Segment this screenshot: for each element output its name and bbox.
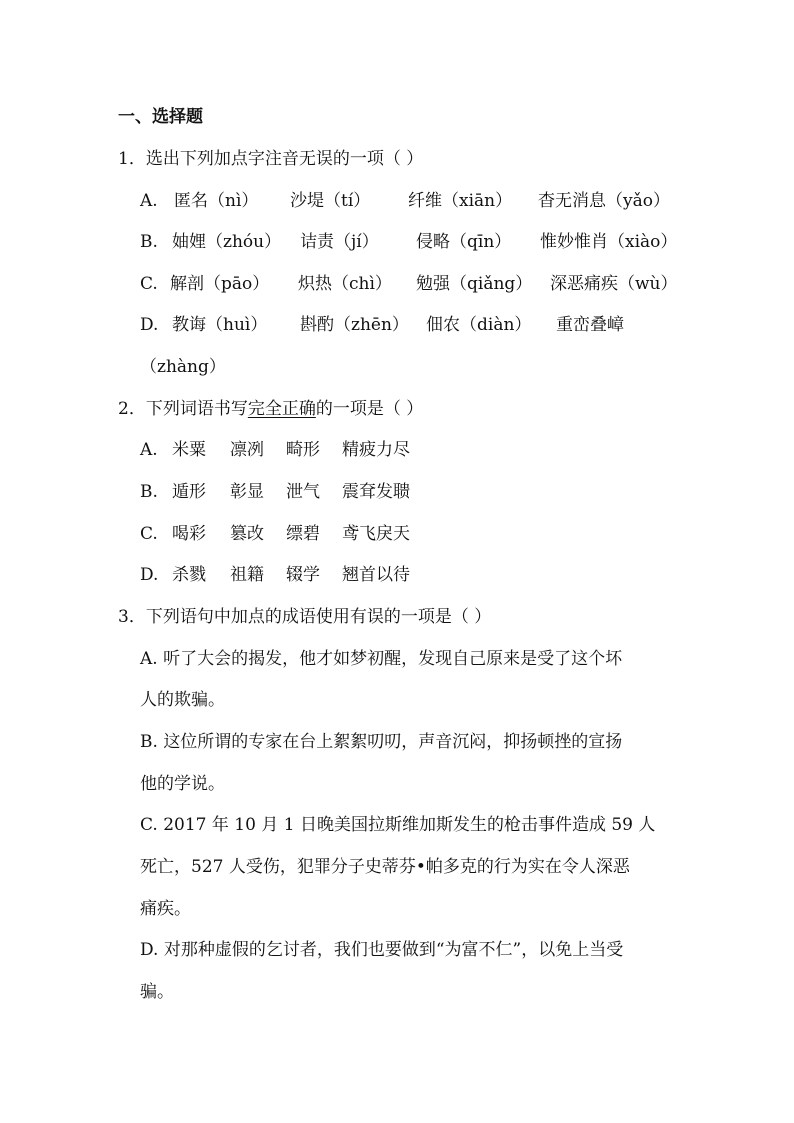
option-item: 斟酌（zhēn） bbox=[300, 315, 409, 335]
option-item: 勉强（qiǎng） bbox=[416, 274, 533, 294]
option-letter: D. bbox=[140, 565, 159, 585]
option-item: 米粟 bbox=[172, 440, 206, 460]
section-title: 一、选择题 bbox=[118, 107, 203, 127]
option-letter: C. bbox=[140, 274, 158, 294]
question-3-option-c bbox=[140, 814, 655, 836]
option-item: 诘责（jí） bbox=[300, 232, 379, 252]
question-3-option-a bbox=[140, 648, 622, 670]
question-3-option-b bbox=[140, 731, 622, 753]
option-item: 侵略（qīn） bbox=[416, 232, 512, 252]
question-2-option-d bbox=[140, 564, 440, 586]
option-letter: A. bbox=[140, 440, 158, 460]
question-1-option-c bbox=[140, 273, 680, 295]
option-letter: C. bbox=[140, 815, 158, 835]
question-1-stem: 1．选出下列加点字注音无误的一项（ ） bbox=[118, 149, 424, 169]
option-letter: B. bbox=[140, 232, 158, 252]
option-item: 杳无消息（yǎo） bbox=[538, 191, 670, 211]
option-item: 篡改 bbox=[230, 524, 264, 544]
option-item: 精疲力尽 bbox=[342, 440, 410, 460]
option-item: 喝彩 bbox=[172, 524, 206, 544]
option-line: 对那种虚假的乞讨者，我们也要做到“为富不仁”，以免上当受 bbox=[163, 940, 624, 960]
stem-text: 2．下列词语书写 bbox=[118, 399, 248, 419]
option-item: 深恶痛疾（wù） bbox=[550, 274, 678, 294]
option-letter: B. bbox=[140, 482, 158, 502]
option-line: 2017 年 10 月 1 日晚美国拉斯维加斯发生的枪击事件造成 59 人 bbox=[163, 815, 656, 835]
option-item: 遁形 bbox=[172, 482, 206, 502]
option-item: 彰显 bbox=[230, 482, 264, 502]
option-item: 缥碧 bbox=[286, 524, 320, 544]
question-2-stem bbox=[118, 398, 423, 420]
option-item: 泄气 bbox=[286, 482, 320, 502]
option-item: 辍学 bbox=[286, 565, 320, 585]
stem-underlined-text: 完全正确 bbox=[247, 399, 316, 419]
option-item: 教诲（huì） bbox=[172, 315, 268, 335]
option-item: 纤维（xiān） bbox=[408, 191, 513, 211]
option-item: 沙堤（tí） bbox=[290, 191, 371, 211]
option-letter: D. bbox=[140, 940, 159, 960]
option-letter: A. bbox=[140, 191, 158, 211]
question-1-option-d bbox=[140, 314, 680, 336]
option-item: 炽热（chì） bbox=[298, 274, 392, 294]
option-item: 解剖（pāo） bbox=[170, 274, 270, 294]
option-letter: D. bbox=[140, 315, 159, 335]
option-item: 凛冽 bbox=[230, 440, 264, 460]
option-letter: B. bbox=[140, 732, 158, 752]
question-2-option-b bbox=[140, 481, 440, 503]
question-2-option-a bbox=[140, 439, 440, 461]
option-item: 鸢飞戾天 bbox=[342, 524, 410, 544]
option-line: 听了大会的揭发，他才如梦初醒，发现自己原来是受了这个坏 bbox=[163, 649, 623, 669]
question-1-option-d-continuation: （zhàng） bbox=[140, 357, 226, 377]
option-line: 痛疾。 bbox=[140, 899, 191, 919]
option-line: 死亡，527 人受伤，犯罪分子史蒂芬•帕多克的行为实在令人深恶 bbox=[140, 857, 630, 877]
question-1-option-a bbox=[140, 190, 680, 212]
option-item: 惟妙惟肖（xiào） bbox=[540, 232, 678, 252]
option-item: 佃农（diàn） bbox=[426, 315, 532, 335]
question-1-option-b bbox=[140, 231, 680, 253]
option-letter: A. bbox=[140, 649, 158, 669]
option-item: 重峦叠嶂 bbox=[556, 315, 624, 335]
question-3-stem: 3．下列语句中加点的成语使用有误的一项是（ ） bbox=[118, 607, 492, 627]
option-item: 畸形 bbox=[286, 440, 320, 460]
stem-text: 的一项是（ ） bbox=[315, 399, 424, 419]
option-line: 人的欺骗。 bbox=[140, 690, 225, 710]
option-line: 他的学说。 bbox=[140, 774, 225, 794]
option-item: 匿名（nì） bbox=[174, 191, 259, 211]
question-3-option-d bbox=[140, 939, 623, 961]
question-2-option-c bbox=[140, 523, 440, 545]
option-item: 杀戮 bbox=[172, 565, 206, 585]
option-letter: C. bbox=[140, 524, 158, 544]
option-line: 骗。 bbox=[140, 982, 174, 1002]
option-item: 妯娌（zhóu） bbox=[172, 232, 282, 252]
option-line: 这位所谓的专家在台上絮絮叨叨，声音沉闷，抑扬顿挫的宣扬 bbox=[163, 732, 623, 752]
option-item: 翘首以待 bbox=[342, 565, 410, 585]
option-item: 祖籍 bbox=[230, 565, 264, 585]
option-item: 震耷发聩 bbox=[342, 482, 410, 502]
